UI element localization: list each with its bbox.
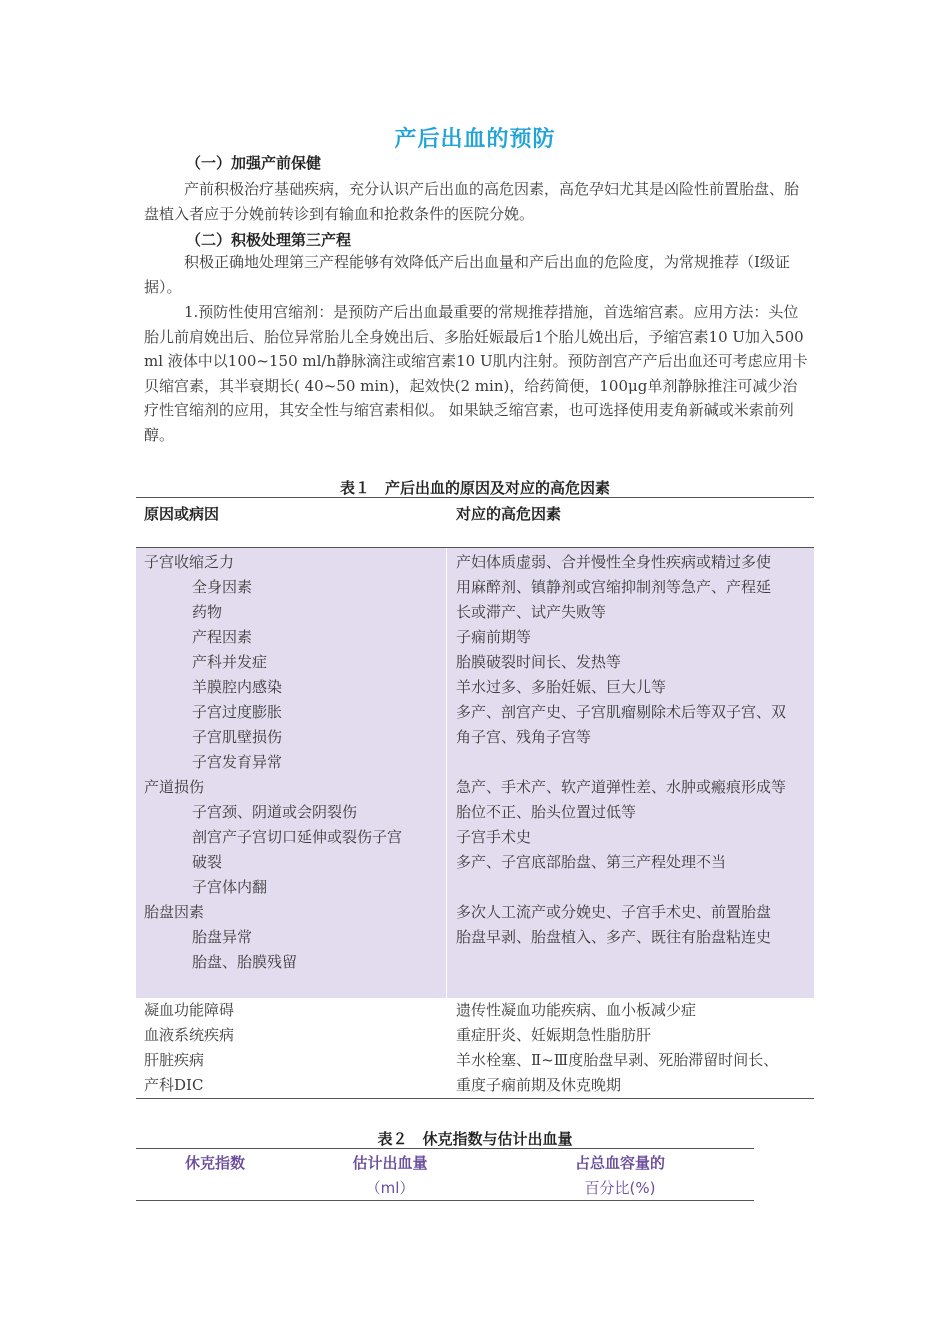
table1-risk-cell: 急产、手术产、软产道弹性差、水肿或瘢痕形成等 [456,778,787,796]
page-title: 产后出血的预防 [394,127,556,152]
table1-risk-cell [456,750,786,775]
table1-shaded-left-column [144,550,402,975]
table1-caption: 表１ 产后出血的原因及对应的高危因素 [339,479,610,497]
table1-column-divider [446,548,447,998]
table1-cause-cell: 血液系统疾病 [144,1026,235,1044]
section2-text2: 1.预防性使用宫缩剂：是预防产后出血最重要的常规推荐措施，首选缩宫素。应用方法：头位胎儿前肩娩出后、胎位异常胎儿全身娩出后、多胎妊娠最后1个胎儿娩出后，予缩宫素10 U加入500 ml 液体中以100~150 ml/h静脉滴注或缩宫素10 U肌内注射。预防剖宫产产后出血还可考虑应用卡贝缩宫素，其半衰期长( 40~50 min)，起效快(2 min)，给药简便，100μg单剂静脉推注可减少治疗性官缩剂的应用，其安全性与缩宫素相似。 如果缺乏缩宫素，也可选择使用麦角新碱或米索前列醇。 [144,303,808,444]
table1-top-rule [136,497,814,498]
table1-cause-cell: 产道损伤 [144,778,205,796]
table1-cause-cell: 产科并发症 [192,653,268,671]
table2-header-percentage-line2: 百分比(%) [584,1179,656,1197]
table1-risk-cell: 重度子痫前期及休克晚期 [456,1076,622,1094]
table2-header-blood-loss [320,1151,460,1201]
table2-caption: 表２ 休克指数与估计出血量 [377,1130,573,1148]
section2-paragraph2 [144,300,812,447]
table1-cause-cell: 凝血功能障碍 [144,1001,235,1019]
section2-paragraph1 [144,250,812,299]
table1-risk-cell: 遗传性凝血功能疾病、血小板减少症 [456,1001,697,1019]
table2-header-shock-index: 休克指数 [184,1154,245,1172]
table1-cause-cell: 子宫收缩乏力 [144,553,235,571]
section1-heading: （一）加强产前保健 [186,154,322,172]
table1-risk-cell [456,875,786,900]
table1-risk-cell: 胎位不正、胎头位置过低等 [456,803,637,821]
table1-risk-cell: 子宫手术史 [456,828,532,846]
table2-header-blood-loss-line1: 估计出血量 [352,1154,428,1172]
table1-risk-cell: 多产、剖宫产史、子宫肌瘤剔除术后等双子宫、双 [456,703,787,721]
table1-plain-left-column [144,998,234,1098]
table1-cause-cell: 肝脏疾病 [144,1051,205,1069]
table1-risk-cell: 多次人工流产或分娩史、子宫手术史、前置胎盘 [456,903,772,921]
section2-text1: 积极正确地处理第三产程能够有效降低产后出血量和产后出血的危险度，为常规推荐（Ⅰ级证据）。 [144,253,790,296]
table1-risk-cell: 子痫前期等 [456,628,532,646]
table1-col1-header: 原因或病因 [144,505,220,523]
table2-header-percentage-line1: 占总血容量的 [574,1154,665,1172]
table1-cause-cell: 剖宫产子宫切口延伸或裂伤子宫 [192,828,403,846]
table1-risk-cell: 角子宫、残角子宫等 [456,728,592,746]
table1-cause-cell: 产科DIC [144,1076,204,1094]
table1-risk-cell: 多产、子宫底部胎盘、第三产程处理不当 [456,853,727,871]
table1-cause-cell: 胎盘、胎膜残留 [192,953,298,971]
table1-shaded-right-column [456,550,786,950]
table1-risk-cell: 重症肝炎、妊娠期急性脂肪肝 [456,1026,652,1044]
table1-cause-cell: 胎盘因素 [144,903,205,921]
table2-header-rule [136,1200,754,1201]
section1-text: 产前积极治疗基础疾病，充分认识产后出血的高危因素，高危孕妇尤其是凶险性前置胎盘、胎盘植入者应于分娩前转诊到有输血和抢救条件的医院分娩。 [144,180,800,223]
table2-top-rule [136,1148,754,1149]
table1-cause-cell: 破裂 [192,853,223,871]
table1-risk-cell: 胎盘早剥、胎盘植入、多产、既往有胎盘粘连史 [456,928,772,946]
section1-paragraph [144,177,812,226]
table1-cause-cell: 胎盘异常 [192,928,253,946]
section2-heading: （二）积极处理第三产程 [186,231,352,249]
table1-cause-cell: 药物 [192,603,223,621]
table2-header-blood-loss-unit: （ml） [365,1179,415,1197]
table1-cause-cell: 产程因素 [192,628,253,646]
table1-cause-cell: 羊膜腔内感染 [192,678,283,696]
table1-risk-cell: 羊水栓塞、Ⅱ~Ⅲ度胎盘早剥、死胎滞留时间长、 [456,1051,779,1069]
table1-plain-right-column [456,998,778,1098]
table1-risk-cell: 胎膜破裂时间长、发热等 [456,653,622,671]
table2-header-percentage [545,1151,695,1201]
table1-col2-header: 对应的高危因素 [456,505,562,523]
table1-cause-cell: 子宫体内翻 [192,878,268,896]
table1-risk-cell: 用麻醉剂、镇静剂或宫缩抑制剂等急产、产程延 [456,578,772,596]
table1-cause-cell: 子宫颈、阴道或会阴裂伤 [192,803,358,821]
table1-risk-cell: 产妇体质虚弱、合并慢性全身性疾病或精过多使 [456,553,772,571]
table1-bottom-rule [136,1098,814,1099]
table1-risk-cell: 羊水过多、多胎妊娠、巨大儿等 [456,678,667,696]
table1-cause-cell: 子宫肌壁损伤 [192,728,283,746]
table1-risk-cell: 长或滞产、试产失败等 [456,603,607,621]
table1-cause-cell: 子宫发育异常 [192,753,283,771]
table1-cause-cell: 全身因素 [192,578,253,596]
table1-cause-cell: 子宫过度膨胀 [192,703,283,721]
